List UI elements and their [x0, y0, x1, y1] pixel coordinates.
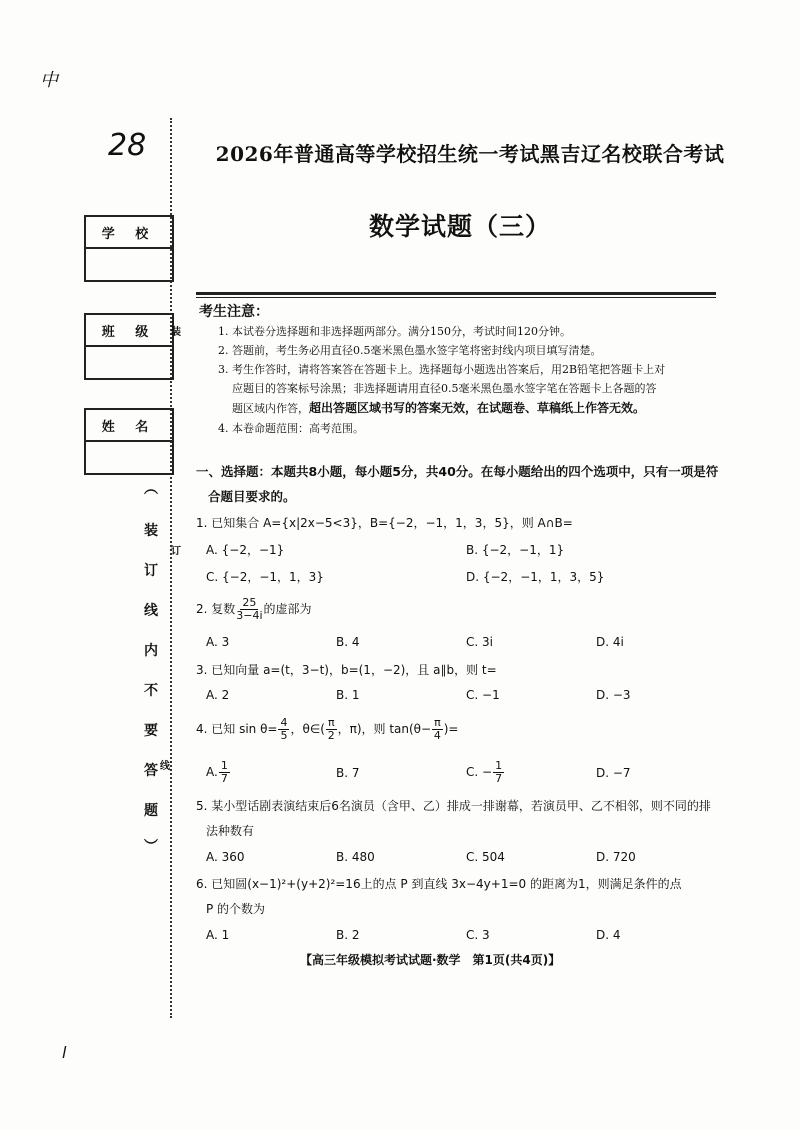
question-2-option-a[interactable]: A. 3	[206, 635, 230, 649]
question-6-option-d[interactable]: D. 4	[596, 928, 621, 942]
question-6-option-a[interactable]: A. 1	[206, 928, 230, 942]
binding-char: 订	[144, 563, 158, 579]
binding-char: 要	[144, 723, 158, 739]
notice-item: 4. 本卷命题范围：高考范围。	[218, 422, 364, 435]
notice-item: 题区域内作答，	[232, 402, 309, 415]
question-6-stem-cont: P 的个数为	[206, 902, 266, 916]
fraction-denominator: 7	[495, 772, 503, 785]
question-5-stem: 5. 某小型话剧表演结束后6名演员（含甲、乙）排成一排谢幕，若演员甲、乙不相邻，则不同的排	[196, 799, 711, 813]
header-rule-thick	[196, 292, 716, 295]
fraction-numerator: π	[327, 716, 335, 729]
notice-title: 考生注意：	[199, 304, 269, 320]
page-footer: 【高三年级模拟考试试题·数学 第1页(共4页)】	[300, 953, 561, 967]
question-5-option-d[interactable]: D. 720	[596, 850, 636, 864]
binding-char: 线	[144, 603, 158, 619]
bottom-mark: l	[62, 1043, 67, 1062]
question-4-fraction-pi-2	[326, 717, 337, 742]
question-6-option-c[interactable]: C. 3	[466, 928, 490, 942]
notice-item-line	[232, 399, 645, 416]
question-1-option-a[interactable]: A. {−2，−1}	[206, 543, 285, 557]
question-6-stem: 6. 已知圆(x−1)²+(y+2)²=16上的点 P 到直线 3x−4y+1=0 的距离为1，则满足条件的点	[196, 877, 682, 891]
binding-mark-ding: 订	[171, 546, 181, 557]
question-4-stem-post: )=	[443, 722, 459, 736]
question-2-option-d[interactable]: D. 4i	[596, 635, 624, 649]
notice-item: 1. 本试卷分选择题和非选择题两部分。满分150分，考试时间120分钟。	[218, 325, 571, 338]
binding-char: 不	[144, 683, 158, 699]
question-3-option-b[interactable]: B. 1	[336, 688, 360, 702]
question-2-stem	[196, 597, 312, 622]
header-rule-thin	[196, 297, 716, 298]
section-heading-cont: 合题目要求的。	[208, 489, 296, 504]
notice-item: 2. 答题前，考生务必用直径0.5毫米黑色墨水签字笔将密封线内项目填写清楚。	[218, 344, 602, 357]
school-label: 学 校	[86, 217, 172, 249]
question-2-stem-post: 的虚部为	[263, 602, 312, 616]
fraction-numerator: 4	[280, 716, 288, 729]
binding-mark-zhuang: 装	[171, 327, 181, 338]
question-4-fraction-pi-4	[432, 717, 443, 742]
binding-char: 题	[144, 803, 158, 819]
question-5-option-c[interactable]: C. 504	[466, 850, 505, 864]
fraction-denominator: 7	[220, 772, 228, 785]
question-3-option-d[interactable]: D. −3	[596, 688, 631, 702]
question-5-stem-cont: 法种数有	[206, 824, 255, 838]
question-4-option-a[interactable]	[206, 760, 231, 785]
question-4-stem-pre: 4. 已知 sin θ=	[196, 722, 278, 736]
question-2-option-b[interactable]: B. 4	[336, 635, 360, 649]
fraction-denominator: 4	[433, 729, 441, 742]
class-field[interactable]	[84, 313, 174, 380]
notice-item: 3. 考生作答时，请将答案答在答题卡上。选择题每小题选出答案后，用2B铅笔把答题卡上对	[218, 363, 666, 376]
binding-char: ︶	[144, 839, 158, 855]
notice-item: 应题目的答案标号涂黑；非选择题请用直径0.5毫米黑色墨水签字笔在答题卡上各题的答	[232, 382, 657, 395]
question-6-option-b[interactable]: B. 2	[336, 928, 360, 942]
binding-char: ︵	[144, 481, 158, 497]
fraction-numerator: π	[434, 716, 441, 729]
question-1-option-b[interactable]: B. {−2，−1，1}	[466, 543, 565, 557]
binding-mark-xian: 线	[160, 761, 170, 772]
name-label: 姓 名	[86, 410, 172, 442]
question-4-stem-mid2: ，π)，则 tan(θ−	[337, 722, 432, 736]
question-3-stem: 3. 已知向量 a=(t，3−t)，b=(1，−2)，且 a∥b，则 t=	[196, 663, 497, 677]
question-4-option-b[interactable]: B. 7	[336, 766, 360, 780]
question-1-stem: 1. 已知集合 A={x|2x−5<3}，B={−2，−1，1，3，5}，则 A∩B=	[196, 516, 573, 530]
option-letter: A.	[206, 765, 218, 779]
question-4-stem-mid: ，θ∈(	[290, 722, 325, 736]
handwritten-number: 28	[108, 128, 147, 163]
option-fraction	[493, 760, 504, 785]
fraction-denominator: 5	[280, 729, 288, 742]
question-4-fraction-sin	[278, 717, 289, 742]
question-2-fraction	[236, 597, 262, 622]
fraction-numerator: 1	[220, 759, 228, 772]
fraction-numerator: 1	[495, 759, 503, 772]
class-input-area[interactable]	[86, 347, 172, 378]
question-4-stem	[196, 717, 458, 742]
section-heading: 一、选择题：本题共8小题，每小题5分，共40分。在每小题给出的四个选项中，只有一项是符	[196, 464, 719, 479]
notice-item-emphasis: 超出答题区域书写的答案无效，在试题卷、草稿纸上作答无效。	[309, 401, 646, 415]
class-label: 班 级	[86, 315, 172, 347]
question-2-stem-pre: 2. 复数	[196, 602, 236, 616]
fraction-denominator: 2	[327, 729, 335, 742]
fraction-denominator: 3−4i	[236, 609, 263, 622]
question-3-option-a[interactable]: A. 2	[206, 688, 230, 702]
binding-char: 答	[144, 763, 158, 779]
question-5-option-b[interactable]: B. 480	[336, 850, 375, 864]
exam-subtitle: 数学试题（三）	[368, 212, 551, 241]
school-input-area[interactable]	[86, 249, 172, 280]
name-field[interactable]	[84, 408, 174, 475]
question-4-option-d[interactable]: D. −7	[596, 766, 631, 780]
option-letter: C. −	[466, 765, 493, 779]
question-1-option-d[interactable]: D. {−2，−1，1，3，5}	[466, 570, 605, 584]
question-3-option-c[interactable]: C. −1	[466, 688, 500, 702]
binding-char: 内	[144, 643, 158, 659]
corner-mark: 中	[40, 70, 58, 91]
option-fraction	[219, 760, 230, 785]
fraction-numerator: 25	[242, 596, 257, 609]
question-5-option-a[interactable]: A. 360	[206, 850, 245, 864]
binding-char: 装	[144, 523, 158, 539]
name-input-area[interactable]	[86, 442, 172, 473]
question-4-option-c[interactable]	[466, 760, 505, 785]
question-2-option-c[interactable]: C. 3i	[466, 635, 493, 649]
exam-title: 2026年普通高等学校招生统一考试黑吉辽名校联合考试	[215, 142, 725, 166]
school-field[interactable]	[84, 215, 174, 282]
question-1-option-c[interactable]: C. {−2，−1，1，3}	[206, 570, 324, 584]
